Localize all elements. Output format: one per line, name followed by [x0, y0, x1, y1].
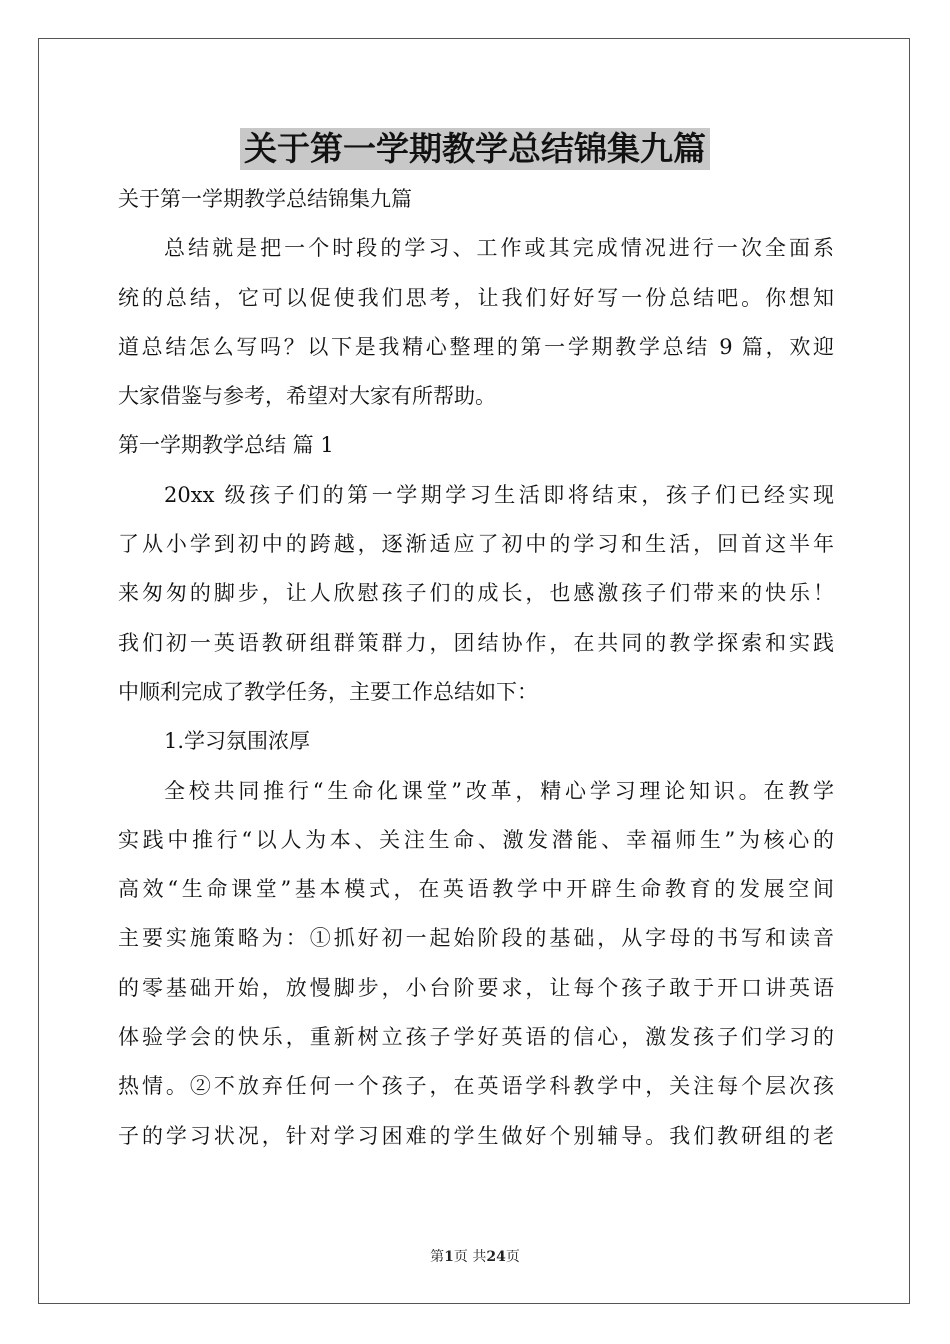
footer-total-suffix: 页 [505, 1249, 520, 1265]
paragraph-line: 总结就是把一个时段的学习、工作或其完成情况进行一次全面系 [164, 236, 834, 261]
paragraph-line: 实践中推行“以人为本、关注生命、激发潜能、幸福师生”为核心的 [118, 827, 834, 852]
subtitle-line: 关于第一学期教学总结锦集九篇 [118, 187, 412, 211]
document-body [118, 180, 834, 1166]
paragraph-line: 我们初一英语教研组群策群力，团结协作，在共同的教学探索和实践 [118, 630, 834, 655]
paragraph-line: 的零基础开始，放慢脚步，小台阶要求，让每个孩子敢于开口讲英语 [118, 975, 834, 1000]
paragraph-line: 高效“生命课堂”基本模式，在英语教学中开辟生命教育的发展空间 [118, 877, 834, 902]
paragraph-line: 主要实施策略为：①抓好初一起始阶段的基础，从字母的书写和读音 [118, 926, 834, 951]
paragraph-line: 来匆匆的脚步，让人欣慰孩子们的成长，也感激孩子们带来的快乐！ [118, 581, 834, 606]
paragraph-line: 热情。②不放弃任何一个孩子，在英语学科教学中，关注每个层次孩 [118, 1074, 834, 1099]
footer-total-pages: 24 [486, 1249, 506, 1265]
footer-page-number: 1 [444, 1249, 454, 1265]
paragraph-line: 体验学会的快乐，重新树立孩子学好英语的信心，激发孩子们学习的 [118, 1025, 834, 1050]
paragraph-line: 统的总结，它可以促使我们思考，让我们好好写一份总结吧。你想知 [118, 285, 834, 310]
section-heading: 第一学期教学总结 篇 1 [118, 433, 334, 458]
paragraph-line: 了从小学到初中的跨越，逐渐适应了初中的学习和生活，回首这半年 [118, 532, 834, 557]
page-footer [0, 1246, 950, 1266]
paragraph-line: 中顺利完成了教学任务，主要工作总结如下： [118, 679, 538, 704]
document-title: 关于第一学期教学总结锦集九篇 [240, 128, 710, 170]
footer-page-suffix: 页 共 [453, 1249, 487, 1265]
paragraph-line: 道总结怎么写吗？以下是我精心整理的第一学期教学总结 9 篇，欢迎 [118, 334, 834, 359]
paragraph-line: 20xx 级孩子们的第一学期学习生活即将结束，孩子们已经实现 [164, 482, 834, 507]
footer-page-prefix: 第 [430, 1249, 445, 1265]
paragraph-line: 子的学习状况，针对学习困难的学生做好个别辅导。我们教研组的老 [118, 1123, 834, 1148]
paragraph-line: 全校共同推行“生命化课堂”改革，精心学习理论知识。在教学 [164, 778, 834, 803]
title-wrap [0, 128, 950, 170]
subsection-heading: 1.学习氛围浓厚 [164, 729, 311, 754]
paragraph-line: 大家借鉴与参考，希望对大家有所帮助。 [118, 384, 496, 409]
